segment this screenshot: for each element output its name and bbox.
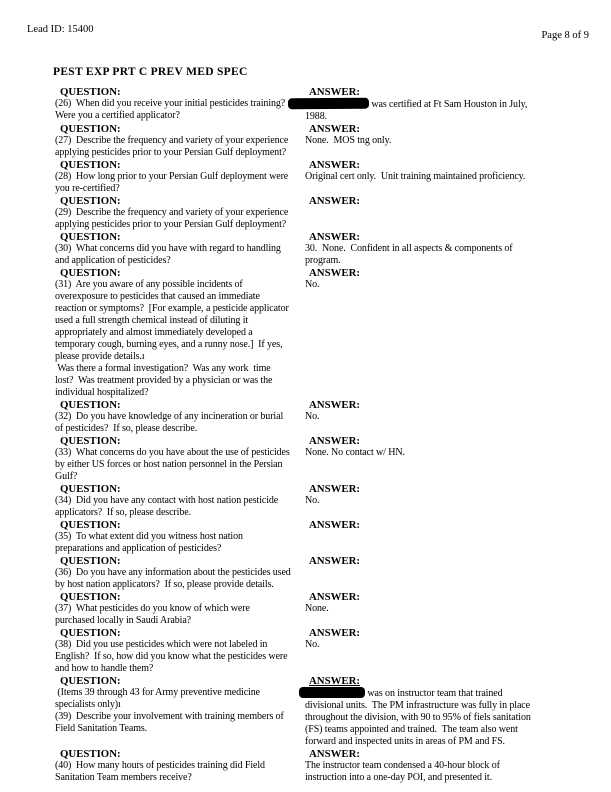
qa-block-35 [55, 519, 591, 555]
question-line: Field Sanitation Teams. [55, 723, 148, 734]
question-column [55, 159, 305, 195]
answer-label: ANSWER: [309, 675, 360, 687]
question-line: purchased locally in Saudi Arabia? [55, 615, 191, 626]
question-line: specialists only)ı [55, 699, 121, 710]
answer-label: ANSWER: [309, 555, 360, 567]
document-header [27, 24, 589, 41]
question-line: (26) When did you receive your initial pesticides training? [55, 98, 286, 109]
question-label: QUESTION: [60, 591, 121, 603]
question-line: of pesticides? If so, please describe. [55, 423, 198, 434]
question-column [55, 86, 305, 122]
answer-column [305, 748, 591, 784]
page-number: Page 8 of 9 [541, 30, 589, 41]
question-line: Gulf? [55, 471, 78, 482]
answer-line: No. [305, 495, 320, 506]
qa-list [55, 86, 591, 784]
question-line: please provide details.ı [55, 351, 145, 362]
question-line: (37) What pesticides do you know of which were [55, 603, 250, 614]
answer-line: No. [305, 279, 320, 290]
question-line: temporary cough, burning eyes, and a runny nose.] If yes, [55, 339, 283, 350]
answer-label: ANSWER: [309, 748, 360, 760]
answer-line: Original cert only. Unit training maintained proficiency. [305, 171, 526, 182]
answer-column [305, 483, 591, 507]
question-label: QUESTION: [60, 483, 121, 495]
question-column [55, 123, 305, 159]
question-line: (36) Do you have any information about the pesticides used [55, 567, 291, 578]
answer-column [305, 435, 591, 459]
question-line: used a full strength chemical instead of diluting it [55, 315, 249, 326]
answer-label: ANSWER: [309, 231, 360, 243]
question-column [55, 591, 305, 627]
qa-block-27 [55, 123, 591, 159]
question-line: Were you a certified applicator? [55, 110, 180, 121]
answer-line: No. [305, 411, 320, 422]
document-title: PEST EXP PRT C PREV MED SPEC [53, 66, 248, 78]
question-label: QUESTION: [60, 267, 121, 279]
question-column [55, 748, 305, 784]
answer-line: (FS) teams appointed and trained. The team also went [305, 724, 518, 735]
question-column [55, 483, 305, 519]
question-label: QUESTION: [60, 195, 121, 207]
answer-column [305, 195, 591, 207]
question-label: QUESTION: [60, 123, 121, 135]
qa-block-29 [55, 195, 591, 231]
question-line: applicators? If so, please describe. [55, 507, 191, 518]
question-label: QUESTION: [60, 399, 121, 411]
question-line: overexposure to pesticides that caused an immediate [55, 291, 260, 302]
question-label: QUESTION: [60, 86, 121, 98]
question-label: QUESTION: [60, 555, 121, 567]
question-line: applying pesticides prior to your Persian Gulf deployment? [55, 147, 287, 158]
answer-line: program. [305, 255, 341, 266]
answer-line: forward and inspected units in areas of PM and FS. [305, 736, 505, 747]
answer-label: ANSWER: [309, 195, 360, 207]
question-line: (30) What concerns did you have with regard to handling [55, 243, 281, 254]
answer-label: ANSWER: [309, 591, 360, 603]
answer-column [305, 591, 591, 615]
answer-column [305, 123, 591, 147]
answer-line: None. No contact w/ HN. [305, 447, 405, 458]
qa-block-38 [55, 627, 591, 675]
answer-label: ANSWER: [309, 267, 360, 279]
answer-column [305, 519, 591, 531]
answer-column [305, 267, 591, 291]
qa-block-34 [55, 483, 591, 519]
answer-column [305, 555, 591, 567]
redaction-box [299, 687, 365, 698]
answer-line: throughout the division, with 90 to 95% of fiels sanitation [305, 712, 531, 723]
question-line: (29) Describe the frequency and variety of your experience [55, 207, 289, 218]
qa-block-37 [55, 591, 591, 627]
answer-line: 1988. [305, 111, 328, 122]
answer-label: ANSWER: [309, 435, 360, 447]
question-line: you re-certified? [55, 183, 120, 194]
question-line: (35) To what extent did you witness host nation [55, 531, 243, 542]
answer-column [305, 231, 591, 267]
answer-line: None. MOS tng only. [305, 135, 392, 146]
question-column [55, 195, 305, 231]
question-line: (32) Do you have knowledge of any incineration or burial [55, 411, 284, 422]
question-label: QUESTION: [60, 519, 121, 531]
answer-label: ANSWER: [309, 483, 360, 495]
question-column [55, 231, 305, 267]
answer-label: ANSWER: [309, 159, 360, 171]
question-line: and application of pesticides? [55, 255, 171, 266]
question-line: (38) Did you use pesticides which were not labeled in [55, 639, 268, 650]
answer-column [305, 86, 591, 123]
question-line: by either US forces or host nation personnel in the Persian [55, 459, 283, 470]
question-label: QUESTION: [60, 627, 121, 639]
question-label: QUESTION: [60, 231, 121, 243]
answer-line: None. [305, 603, 329, 614]
question-line: appropriately and almost immediately developed a [55, 327, 253, 338]
question-line: (39) Describe your involvement with training members of [55, 711, 284, 722]
question-column [55, 435, 305, 483]
question-line: (31) Are you aware of any possible incidents of [55, 279, 243, 290]
question-label: QUESTION: [60, 435, 121, 447]
answer-line: was certified at Ft Sam Houston in July, [305, 98, 591, 111]
qa-block-32 [55, 399, 591, 435]
answer-column [305, 627, 591, 651]
question-line: and how to handle them? [55, 663, 154, 674]
qa-block-30 [55, 231, 591, 267]
question-column [55, 399, 305, 435]
answer-label: ANSWER: [309, 627, 360, 639]
qa-block-31 [55, 267, 591, 399]
answer-line: No. [305, 639, 320, 650]
question-column [55, 267, 305, 399]
question-line: (34) Did you have any contact with host nation pesticide [55, 495, 279, 506]
qa-block-26 [55, 86, 591, 123]
answer-line: divisional units. The PM infrastructure was fully in place [305, 700, 530, 711]
lead-id: Lead ID: 15400 [27, 24, 94, 35]
answer-label: ANSWER: [309, 399, 360, 411]
answer-line: 30. None. Confident in all aspects & components of [305, 243, 513, 254]
qa-block-36 [55, 555, 591, 591]
qa-block-40 [55, 748, 591, 784]
question-line: preparations and application of pesticides? [55, 543, 222, 554]
question-line: Sanitation Team members receive? [55, 772, 192, 783]
answer-column [305, 399, 591, 423]
qa-block-33 [55, 435, 591, 483]
question-line: (27) Describe the frequency and variety of your experience [55, 135, 289, 146]
question-column [55, 627, 305, 675]
question-column [55, 519, 305, 555]
question-label: QUESTION: [60, 159, 121, 171]
qa-block-39 [55, 675, 591, 748]
answer-column [305, 159, 591, 183]
question-line: applying pesticides prior to your Persian Gulf deployment? [55, 219, 287, 230]
question-label: QUESTION: [60, 675, 121, 687]
question-line: English? If so, how did you know what the pesticides were [55, 651, 288, 662]
answer-label: ANSWER: [309, 86, 360, 98]
question-line: Was there a formal investigation? Was any work time [55, 363, 271, 374]
answer-label: ANSWER: [309, 519, 360, 531]
question-line: by host nation applicators? If so, please provide details. [55, 579, 274, 590]
redaction-box [288, 98, 369, 110]
qa-block-28 [55, 159, 591, 195]
question-line: individual hospitalized? [55, 387, 149, 398]
question-line: (40) How many hours of pesticides training did Field [55, 760, 265, 771]
question-line: (28) How long prior to your Persian Gulf deployment were [55, 171, 289, 182]
answer-line: was on instructor team that trained [305, 687, 591, 700]
answer-line: The instructor team condensed a 40-hour block of [305, 760, 500, 771]
question-line: reaction or symptoms? [For example, a pesticide applicator [55, 303, 289, 314]
question-line: (Items 39 through 43 for Army preventive medicine [55, 687, 260, 698]
question-line: (33) What concerns do you have about the use of pesticides [55, 447, 290, 458]
answer-line: instruction into a one-day POI, and presented it. [305, 772, 492, 783]
answer-column [305, 675, 591, 748]
question-label: QUESTION: [60, 748, 121, 760]
question-line: lost? Was treatment provided by a physician or was the [55, 375, 273, 386]
answer-label: ANSWER: [309, 123, 360, 135]
question-column [55, 675, 305, 735]
question-column [55, 555, 305, 591]
